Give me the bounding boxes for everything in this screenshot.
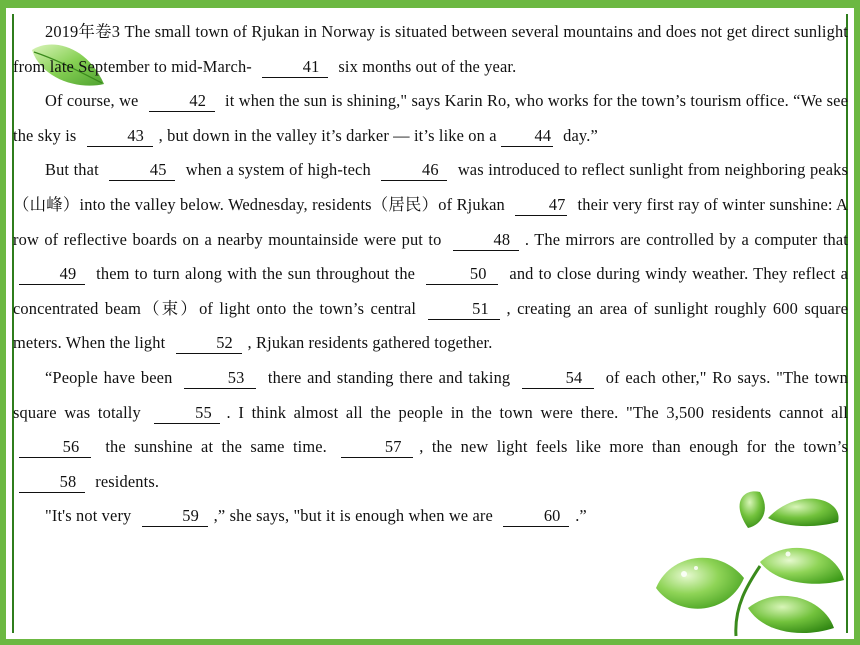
blank-56: 56 [19,437,91,458]
paragraph-2 [13,84,848,153]
leaf-cluster-icon [648,488,848,638]
passage-text: 2019年卷3 The small town of Rjukan in Norway is situated between several mountains and does not get direct sunlight from late September to mid-March- [13,22,848,76]
blank-49: 49 [19,264,85,285]
passage-text: , but down in the valley it’s darker — it’s like on a [158,125,497,145]
passage-text: their very first ray of winter sunshine: A row of reflective boards on a nearby mountainside were put to [13,194,849,249]
blank-48: 48 [453,230,519,251]
paragraph-3 [13,153,848,361]
passage-text: ,” she says, "but it is enough when we are [213,506,493,526]
blank-58: 58 [19,472,85,493]
blank-50: 50 [426,264,498,285]
blank-59: 59 [142,506,208,527]
passage-text: Of course, we [45,91,139,111]
blank-47: 47 [515,195,567,216]
passage-text: when a system of high-tech [185,160,371,180]
blank-55: 55 [154,403,220,424]
blank-45: 45 [109,160,175,181]
passage-text: .” [575,506,587,526]
blank-57: 57 [341,437,413,458]
blank-41: 41 [262,57,328,78]
passage-text: "It's not very [45,506,132,526]
blank-46: 46 [381,160,447,181]
passage-text: , the new light feels like more than enough for the town’s [419,437,849,457]
passage-text: six months out of the year. [338,56,517,76]
blank-54: 54 [522,368,594,389]
paragraph-1 [13,15,848,84]
blank-42: 42 [149,91,215,112]
paragraph-4 [13,361,848,499]
passage-text: it when the sun is shining," says Karin Ro, who works for the town’s tourism office. “We see the sky is [13,91,848,145]
passage-text: “People have been [45,367,173,387]
passage-text: But that [45,160,99,180]
blank-52: 52 [176,333,242,354]
passage-text: of each other," Ro says. "The town square was totally [13,367,849,422]
passage-text: was introduced to reflect sunlight from neighboring peaks（山峰）into the valley below. Wednesday, residents（居民）of Rjukan [13,160,849,214]
passage-text: . I think almost all the people in the town were there. "The 3,500 residents cannot all [226,402,848,422]
passage-text: there and standing there and taking [267,367,511,387]
passage-text: day.” [563,125,598,145]
blank-53: 53 [184,368,256,389]
passage-text: residents. [95,471,160,491]
passage-text: , Rjukan residents gathered together. [247,333,493,353]
blank-60: 60 [503,506,569,527]
passage-text: . The mirrors are controlled by a computer that [524,229,848,249]
passage-text: them to turn along with the sun throughout the [96,264,416,284]
blank-44: 44 [501,126,553,147]
passage-text: and to close during windy weather. They reflect a concentrated beam（束）of light onto the town’s central [13,264,849,318]
blank-43: 43 [87,126,153,147]
cloze-passage [13,15,848,534]
blank-51: 51 [428,299,500,320]
passage-text: the sunshine at the same time. [105,437,327,457]
passage-text: , creating an area of sunlight roughly 600 square meters. When the light [13,298,849,353]
